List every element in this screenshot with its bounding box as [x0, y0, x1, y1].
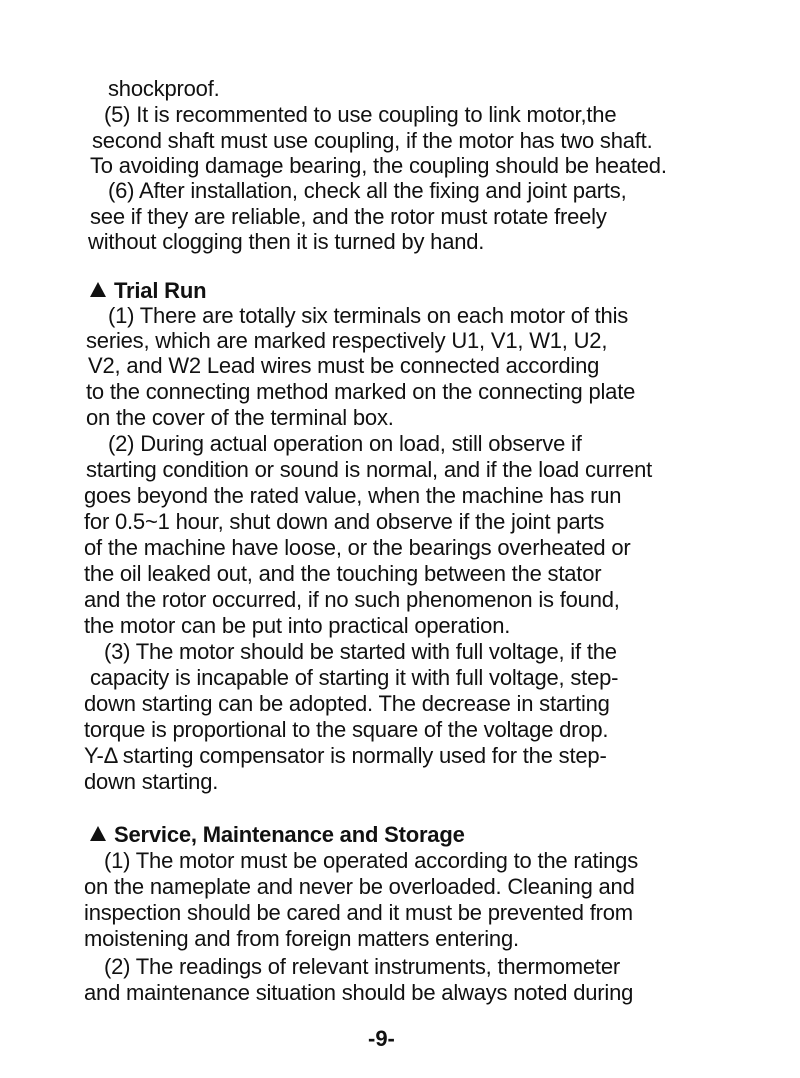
text-line: goes beyond the rated value, when the machine has run — [84, 483, 622, 508]
text-line: the oil leaked out, and the touching between the stator — [84, 561, 602, 586]
text-line: series, which are marked respectively U1, V1, W1, U2, — [86, 328, 608, 353]
section-heading-service-maintenance-storage — [90, 822, 465, 848]
text-line: down starting. — [84, 769, 219, 794]
triangle-icon — [90, 826, 106, 841]
text-line: (2) The readings of relevant instruments, thermometer — [104, 954, 621, 979]
text-line: (3) The motor should be started with full voltage, if the — [104, 639, 617, 664]
page-number: -9- — [368, 1026, 395, 1051]
text-line: and the rotor occurred, if no such phenomenon is found, — [84, 587, 620, 612]
section-title: Trial Run — [114, 278, 207, 303]
text-line: moistening and from foreign matters entering. — [84, 926, 519, 951]
triangle-icon — [90, 282, 106, 297]
text-line: of the machine have loose, or the bearings overheated or — [84, 535, 631, 560]
text-line: Y-Δ starting compensator is normally used for the step- — [84, 743, 607, 768]
text-line: torque is proportional to the square of the voltage drop. — [84, 717, 609, 742]
text-line: (6) After installation, check all the fixing and joint parts, — [108, 178, 627, 203]
text-line: (1) There are totally six terminals on each motor of this — [108, 303, 629, 328]
text-line: the motor can be put into practical operation. — [84, 613, 511, 638]
text-line: (1) The motor must be operated according to the ratings — [104, 848, 638, 873]
text-line: To avoiding damage bearing, the coupling should be heated. — [90, 153, 667, 178]
text-line: (5) It is recommented to use coupling to link motor,the — [104, 102, 617, 127]
text-line: and maintenance situation should be always noted during — [84, 980, 634, 1005]
text-line: second shaft must use coupling, if the motor has two shaft. — [92, 128, 653, 153]
text-line: V2, and W2 Lead wires must be connected according — [88, 353, 600, 378]
section-heading-trial-run — [90, 278, 206, 304]
text-line: down starting can be adopted. The decrease in starting — [84, 691, 610, 716]
text-line: inspection should be cared and it must be prevented from — [84, 900, 633, 925]
text-line: to the connecting method marked on the connecting plate — [86, 379, 636, 404]
text-line: for 0.5~1 hour, shut down and observe if the joint parts — [84, 509, 605, 534]
text-line: (2) During actual operation on load, still observe if — [108, 431, 582, 456]
text-line: on the nameplate and never be overloaded. Cleaning and — [84, 874, 635, 899]
text-line: without clogging then it is turned by hand. — [88, 229, 485, 254]
text-line: starting condition or sound is normal, and if the load current — [86, 457, 653, 482]
text-line: shockproof. — [108, 76, 220, 101]
text-line: on the cover of the terminal box. — [86, 405, 394, 430]
text-line: capacity is incapable of starting it with full voltage, step- — [90, 665, 619, 690]
text-line: see if they are reliable, and the rotor must rotate freely — [90, 204, 607, 229]
section-title: Service, Maintenance and Storage — [114, 822, 465, 847]
